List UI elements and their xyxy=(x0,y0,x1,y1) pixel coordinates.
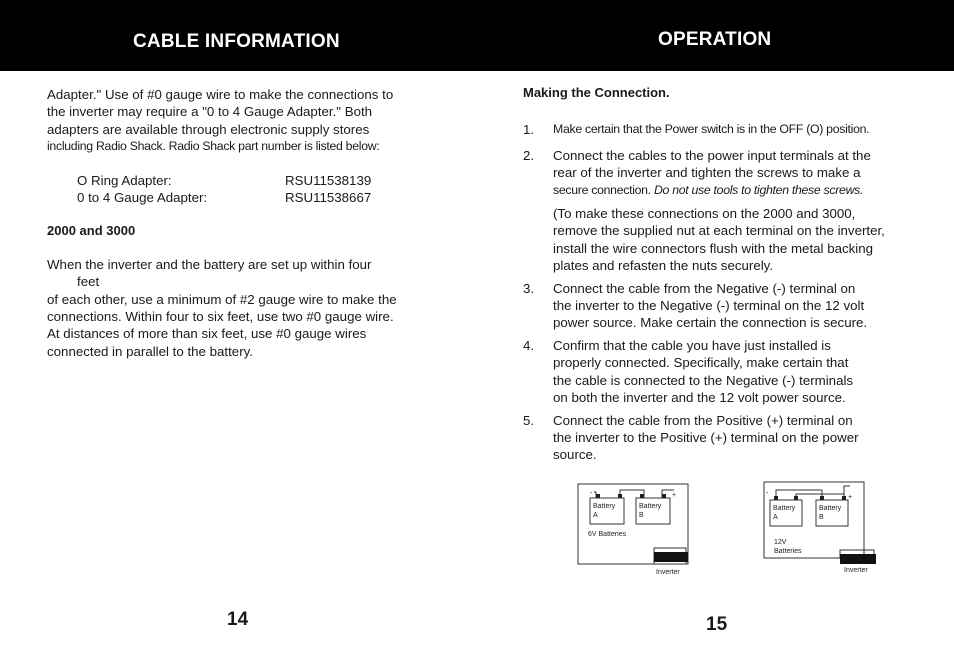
note-line: install the wire connectors flush with the metal backing xyxy=(553,240,874,256)
battery-b-label: Battery xyxy=(639,503,662,510)
battery-a-letter: A xyxy=(773,514,778,521)
note-line: remove the supplied nut at each terminal on the inverter, xyxy=(553,223,885,239)
left-column xyxy=(47,86,447,360)
diagram-caption: 12V xyxy=(774,539,787,546)
step-number: 1. xyxy=(523,122,535,138)
battery-b-letter: B xyxy=(819,514,824,521)
step-line: rear of the inverter and tighten the screws to make a xyxy=(553,165,861,181)
part-number: RSU11538667 xyxy=(285,190,372,206)
step-number: 5. xyxy=(523,412,535,428)
step-2-note xyxy=(523,205,913,275)
battery-b-letter: B xyxy=(639,512,644,519)
left-page-title: CABLE INFORMATION xyxy=(133,31,340,52)
plus-label: + xyxy=(848,494,853,501)
inverter-block xyxy=(654,552,688,562)
step-item xyxy=(523,280,913,332)
wire-gauge-paragraph xyxy=(47,256,447,360)
step-line: Connect the cable from the Negative (-) terminal on xyxy=(553,280,856,296)
adapter-parts-table xyxy=(77,172,447,207)
step-line: the inverter to the Positive (+) terminal on the power xyxy=(553,429,859,445)
step-line: Connect the cable from the Positive (+) terminal on xyxy=(553,412,853,428)
parts-row xyxy=(77,172,447,189)
diagram-caption: Batteries xyxy=(774,548,802,555)
minus-label: - xyxy=(766,490,769,497)
body-line: feet xyxy=(77,274,100,290)
section-heading-making-connection: Making the Connection. xyxy=(523,85,670,100)
battery-b-label: Battery xyxy=(819,505,842,512)
step-line: power source. Make certain the connection is secure. xyxy=(553,315,868,331)
plus-label: + xyxy=(672,492,677,499)
minus-label: - xyxy=(590,490,593,497)
step-number: 4. xyxy=(523,337,535,353)
intro-line: Adapter." Use of #0 gauge wire to make the connections to xyxy=(47,87,394,102)
battery-b-box xyxy=(636,498,670,524)
page-number-left: 14 xyxy=(227,609,249,630)
right-column xyxy=(523,84,913,464)
battery-a-label: Battery xyxy=(593,503,616,510)
intro-line: including Radio Shack. Radio Shack part number is listed below: xyxy=(47,139,380,154)
note-line: plates and refasten the nuts securely. xyxy=(553,258,774,274)
part-number: RSU11538139 xyxy=(285,172,372,188)
body-line: When the inverter and the battery are set up within four xyxy=(47,256,372,272)
battery-b-box xyxy=(816,500,848,526)
battery-a-box xyxy=(590,498,624,524)
body-line: At distances of more than six feet, use #0 gauge wires xyxy=(47,326,367,342)
diagram-caption: 6V Batteries xyxy=(588,531,627,538)
inverter-label: Inverter xyxy=(656,569,680,576)
step-number: 2. xyxy=(523,147,535,163)
intro-line: the inverter may require a "0 to 4 Gauge Adapter." Both xyxy=(47,104,373,120)
wiring-diagram-6v xyxy=(574,478,696,578)
parts-row xyxy=(77,189,447,206)
step-item xyxy=(523,337,913,407)
wiring-diagram-12v xyxy=(760,476,884,580)
body-line: of each other, use a minimum of #2 gauge wire to make the xyxy=(47,291,397,307)
step-number: 3. xyxy=(523,280,535,296)
section-heading-2000-3000: 2000 and 3000 xyxy=(47,223,136,239)
page-number-right: 15 xyxy=(706,614,728,635)
step-line-tail: secure connection. xyxy=(553,182,651,197)
step-line: Confirm that the cable you have just installed is xyxy=(553,337,831,353)
step-item xyxy=(523,412,913,464)
step-line: source. xyxy=(553,447,597,463)
step-line: the inverter to the Negative (-) terminal on the 12 volt xyxy=(553,298,865,314)
body-line: connections. Within four to six feet, use two #0 gauge wire. xyxy=(47,309,394,325)
inverter-block xyxy=(840,554,876,564)
body-line: connected in parallel to the battery. xyxy=(47,343,253,359)
step-line: the cable is connected to the Negative (-) terminals xyxy=(553,372,854,388)
inverter-label: Inverter xyxy=(844,567,868,574)
step-line: properly connected. Specifically, make certain that xyxy=(553,355,849,371)
right-page-title: OPERATION xyxy=(658,29,772,50)
battery-a-label: Battery xyxy=(773,505,796,512)
step-line: on both the inverter and the 12 volt power source. xyxy=(553,390,846,406)
step-item xyxy=(523,147,913,199)
battery-a-letter: A xyxy=(593,512,598,519)
step-line: Make certain that the Power switch is in the OFF (O) position. xyxy=(553,122,870,137)
note-line: (To make these connections on the 2000 and 3000, xyxy=(553,206,856,222)
part-name: 0 to 4 Gauge Adapter: xyxy=(77,190,208,206)
part-name: O Ring Adapter: xyxy=(77,172,172,188)
step-warning: Do not use tools to tighten these screws. xyxy=(653,182,864,197)
step-line: Connect the cables to the power input terminals at the xyxy=(553,147,871,163)
intro-line: adapters are available through electronic supply stores xyxy=(47,121,370,137)
battery-a-box xyxy=(770,500,802,526)
step-item xyxy=(523,121,913,138)
